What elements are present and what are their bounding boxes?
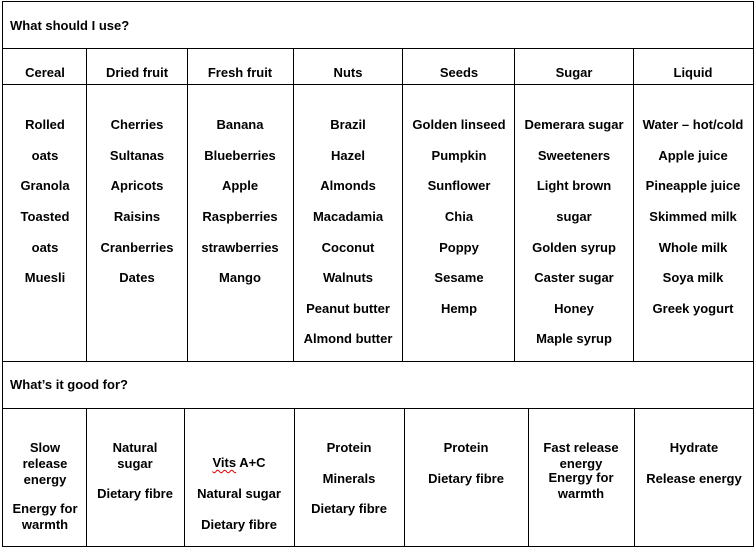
- column-header-cereal: Cereal: [25, 65, 65, 80]
- list-item: Pineapple juice: [645, 178, 741, 193]
- list-item: Mango: [219, 270, 261, 285]
- list-item: Chia: [444, 209, 474, 224]
- benefit-text: Energy for: [12, 501, 78, 516]
- list-item: Greek yogurt: [652, 301, 734, 316]
- benefit-text: Energy for: [548, 470, 614, 485]
- list-item: Hemp: [440, 301, 478, 316]
- benefit-text: Natural sugar: [197, 486, 281, 501]
- list-item: Walnuts: [322, 270, 374, 285]
- list-item: Peanut butter: [306, 301, 390, 316]
- benefit-text: energy: [23, 472, 67, 487]
- benefit-text: Protein: [443, 440, 489, 455]
- benefit-text: Minerals: [322, 471, 376, 486]
- column-divider: [528, 408, 529, 546]
- list-item: oats: [31, 240, 59, 255]
- list-item: Raisins: [113, 209, 161, 224]
- benefit-text: sugar: [117, 456, 153, 471]
- list-item: Golden syrup: [532, 240, 616, 255]
- list-item: Almond butter: [303, 331, 393, 346]
- list-item: Whole milk: [658, 240, 728, 255]
- list-item: Golden linseed: [412, 117, 506, 132]
- list-item: Macadamia: [312, 209, 384, 224]
- list-item: Sunflower: [427, 178, 491, 193]
- benefit-text: Natural: [112, 440, 158, 455]
- list-item: Apple: [221, 178, 259, 193]
- benefit-text: Dietary fibre: [311, 501, 387, 516]
- list-item: Sesame: [434, 270, 484, 285]
- list-item: Honey: [554, 301, 594, 316]
- benefit-text: warmth: [557, 486, 605, 501]
- column-divider: [293, 48, 294, 361]
- column-header-sugar: Sugar: [555, 65, 593, 80]
- list-item: Light brown: [536, 178, 612, 193]
- list-item: Cherries: [110, 117, 164, 132]
- benefit-text: Release energy: [646, 471, 742, 486]
- spellcheck-underlined-word: Vits: [212, 455, 237, 470]
- table-border-left: [2, 1, 3, 547]
- list-item: Apricots: [110, 178, 164, 193]
- list-item: Rolled: [25, 117, 65, 132]
- column-header-fresh-fruit: Fresh fruit: [207, 65, 273, 80]
- column-divider: [634, 408, 635, 546]
- benefit-text: energy: [559, 456, 603, 471]
- list-item: Hazel: [331, 148, 365, 163]
- row-rule: [2, 48, 754, 49]
- section-title-what-to-use: What should I use?: [10, 18, 130, 33]
- column-divider: [402, 48, 403, 361]
- list-item: Raspberries: [202, 209, 278, 224]
- list-item: Poppy: [439, 240, 479, 255]
- list-item: Skimmed milk: [649, 209, 737, 224]
- list-item: Almonds: [320, 178, 376, 193]
- column-divider: [633, 48, 634, 361]
- column-divider: [187, 48, 188, 361]
- column-divider: [294, 408, 295, 546]
- column-divider: [86, 48, 87, 361]
- row-rule: [2, 84, 754, 85]
- benefit-text: Dietary fibre: [97, 486, 173, 501]
- list-item: Coconut: [321, 240, 375, 255]
- column-divider: [184, 408, 185, 546]
- list-item: strawberries: [201, 240, 279, 255]
- list-item: Sultanas: [109, 148, 165, 163]
- column-divider: [86, 408, 87, 546]
- benefit-text: Vits A+C: [212, 455, 266, 470]
- row-rule: [2, 408, 754, 409]
- benefit-text: Dietary fibre: [201, 517, 277, 532]
- benefit-text: Fast release: [543, 440, 619, 455]
- column-header-seeds: Seeds: [439, 65, 479, 80]
- column-header-dried-fruit: Dried fruit: [105, 65, 169, 80]
- benefit-text: Dietary fibre: [428, 471, 504, 486]
- list-item: Sweeteners: [537, 148, 611, 163]
- list-item: Granola: [20, 178, 70, 193]
- list-item: Pumpkin: [431, 148, 487, 163]
- list-item: Apple juice: [658, 148, 728, 163]
- list-item: Maple syrup: [536, 331, 612, 346]
- list-item: Blueberries: [204, 148, 276, 163]
- list-item: oats: [31, 148, 59, 163]
- row-rule: [2, 361, 754, 362]
- table-border-bottom: [2, 546, 754, 547]
- list-item: Soya milk: [662, 270, 724, 285]
- benefit-text: Protein: [326, 440, 372, 455]
- list-item: Brazil: [330, 117, 366, 132]
- list-item: Caster sugar: [534, 270, 614, 285]
- list-item: Toasted: [20, 209, 70, 224]
- list-item: Cranberries: [100, 240, 174, 255]
- list-item: Dates: [119, 270, 155, 285]
- list-item: Demerara sugar: [524, 117, 624, 132]
- benefit-text: Slow: [29, 440, 61, 455]
- table-border-top: [2, 1, 754, 2]
- column-header-liquid: Liquid: [673, 65, 713, 80]
- list-item: Banana: [216, 117, 264, 132]
- benefit-text: Hydrate: [669, 440, 719, 455]
- benefit-text: release: [22, 456, 68, 471]
- table-border-right: [753, 1, 754, 547]
- list-item: Muesli: [24, 270, 66, 285]
- column-header-nuts: Nuts: [333, 65, 363, 80]
- list-item: sugar: [556, 209, 592, 224]
- section-title-good-for: What’s it good for?: [10, 377, 128, 392]
- list-item: Water – hot/cold: [642, 117, 744, 132]
- column-divider: [404, 408, 405, 546]
- column-divider: [514, 48, 515, 361]
- benefit-text: warmth: [21, 517, 69, 532]
